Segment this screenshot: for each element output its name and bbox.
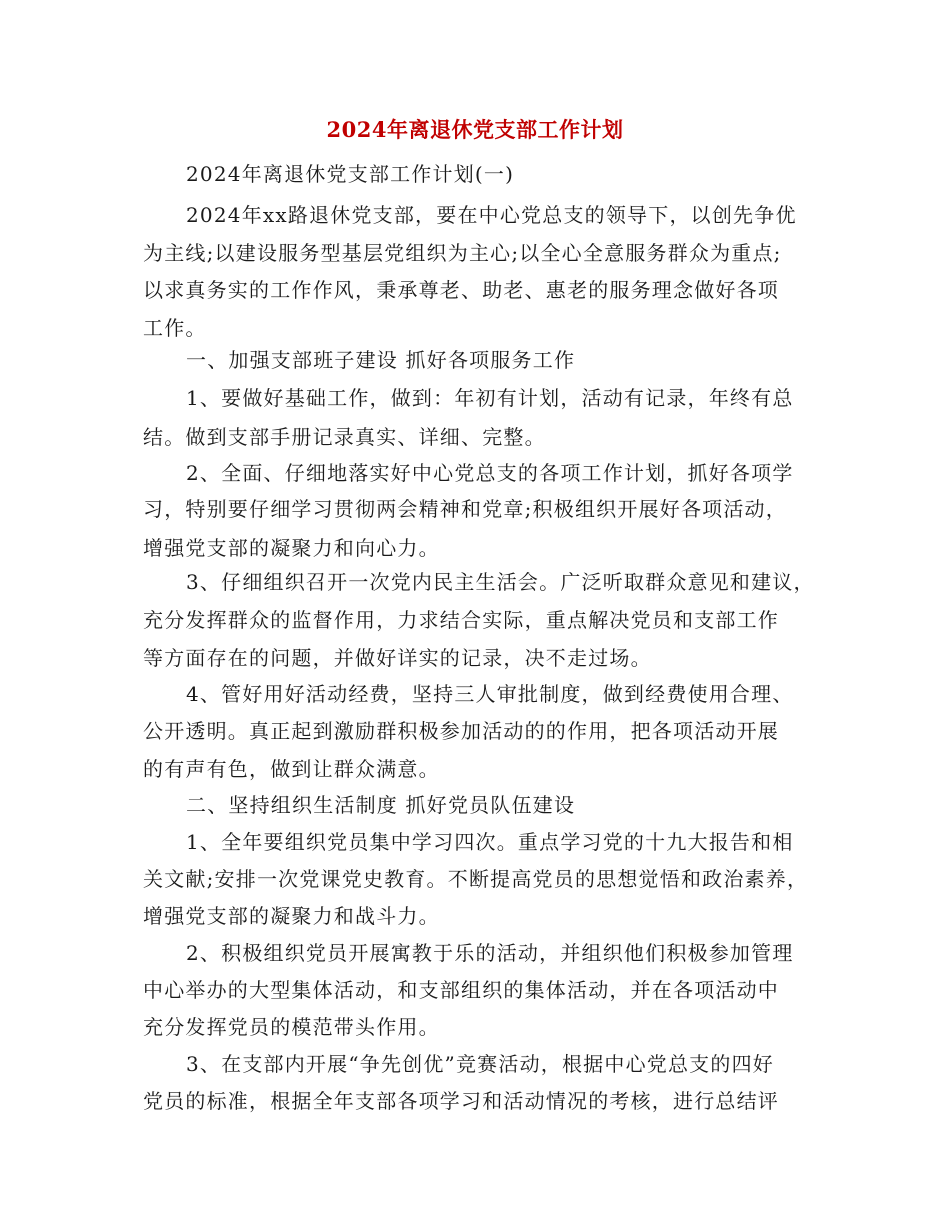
paragraph-line: 党员的标准，根据全年支部各项学习和活动情况的考核，进行总结评 bbox=[143, 1089, 779, 1113]
paragraph-line: 关文献;安排一次党课党史教育。不断提高党员的思想觉悟和政治素养， bbox=[143, 867, 809, 891]
paragraph-line: 1、要做好基础工作，做到：年初有计划，活动有记录，年终有总 bbox=[186, 386, 794, 410]
paragraph-line: 中心举办的大型集体活动，和支部组织的集体活动，并在各项活动中 bbox=[143, 978, 779, 1002]
paragraph-line: 增强党支部的凝聚力和向心力。 bbox=[143, 536, 440, 560]
paragraph-line: 为主线;以建设服务型基层党组织为主心;以全心全意服务群众为重点; bbox=[143, 241, 782, 265]
paragraph-line: 工作。 bbox=[143, 316, 207, 340]
document-subtitle: 2024年离退休党支部工作计划(一) bbox=[186, 162, 515, 186]
paragraph-line: 3、仔细组织召开一次党内民主生活会。广泛听取群众意见和建议， bbox=[186, 570, 815, 594]
paragraph-line: 3、在支部内开展“争先创优”竞赛活动，根据中心党总支的四好 bbox=[186, 1052, 774, 1076]
paragraph-line: 充分发挥党员的模范带头作用。 bbox=[143, 1015, 440, 1039]
document-title: 2024年离退休党支部工作计划 bbox=[326, 117, 624, 142]
paragraph-line: 2、积极组织党员开展寓教于乐的活动，并组织他们积极参加管理 bbox=[186, 941, 794, 965]
paragraph-line: 4、管好用好活动经费，坚持三人审批制度，做到经费使用合理、 bbox=[186, 682, 794, 706]
section-heading: 二、坚持组织生活制度 抓好党员队伍建设 bbox=[186, 793, 576, 817]
paragraph-line: 习，特别要仔细学习贯彻两会精神和党章;积极组织开展好各项活动， bbox=[143, 497, 787, 521]
paragraph-line: 的有声有色，做到让群众满意。 bbox=[143, 757, 440, 781]
section-heading: 一、加强支部班子建设 抓好各项服务工作 bbox=[186, 348, 576, 372]
paragraph-line: 等方面存在的问题，并做好详实的记录，决不走过场。 bbox=[143, 646, 652, 670]
paragraph-line: 充分发挥群众的监督作用，力求结合实际，重点解决党员和支部工作 bbox=[143, 608, 779, 632]
paragraph-line: 以求真务实的工作作风，秉承尊老、助老、惠老的服务理念做好各项 bbox=[143, 278, 779, 302]
paragraph-line: 结。做到支部手册记录真实、详细、完整。 bbox=[143, 425, 546, 449]
paragraph-line: 1、全年要组织党员集中学习四次。重点学习党的十九大报告和相 bbox=[186, 830, 794, 854]
paragraph-line: 公开透明。真正起到激励群积极参加活动的的作用，把各项活动开展 bbox=[143, 719, 779, 743]
paragraph-line: 增强党支部的凝聚力和战斗力。 bbox=[143, 904, 440, 928]
paragraph-line: 2024年xx路退休党支部，要在中心党总支的领导下，以创先争优 bbox=[186, 203, 797, 227]
paragraph-line: 2、全面、仔细地落实好中心党总支的各项工作计划，抓好各项学 bbox=[186, 461, 794, 485]
